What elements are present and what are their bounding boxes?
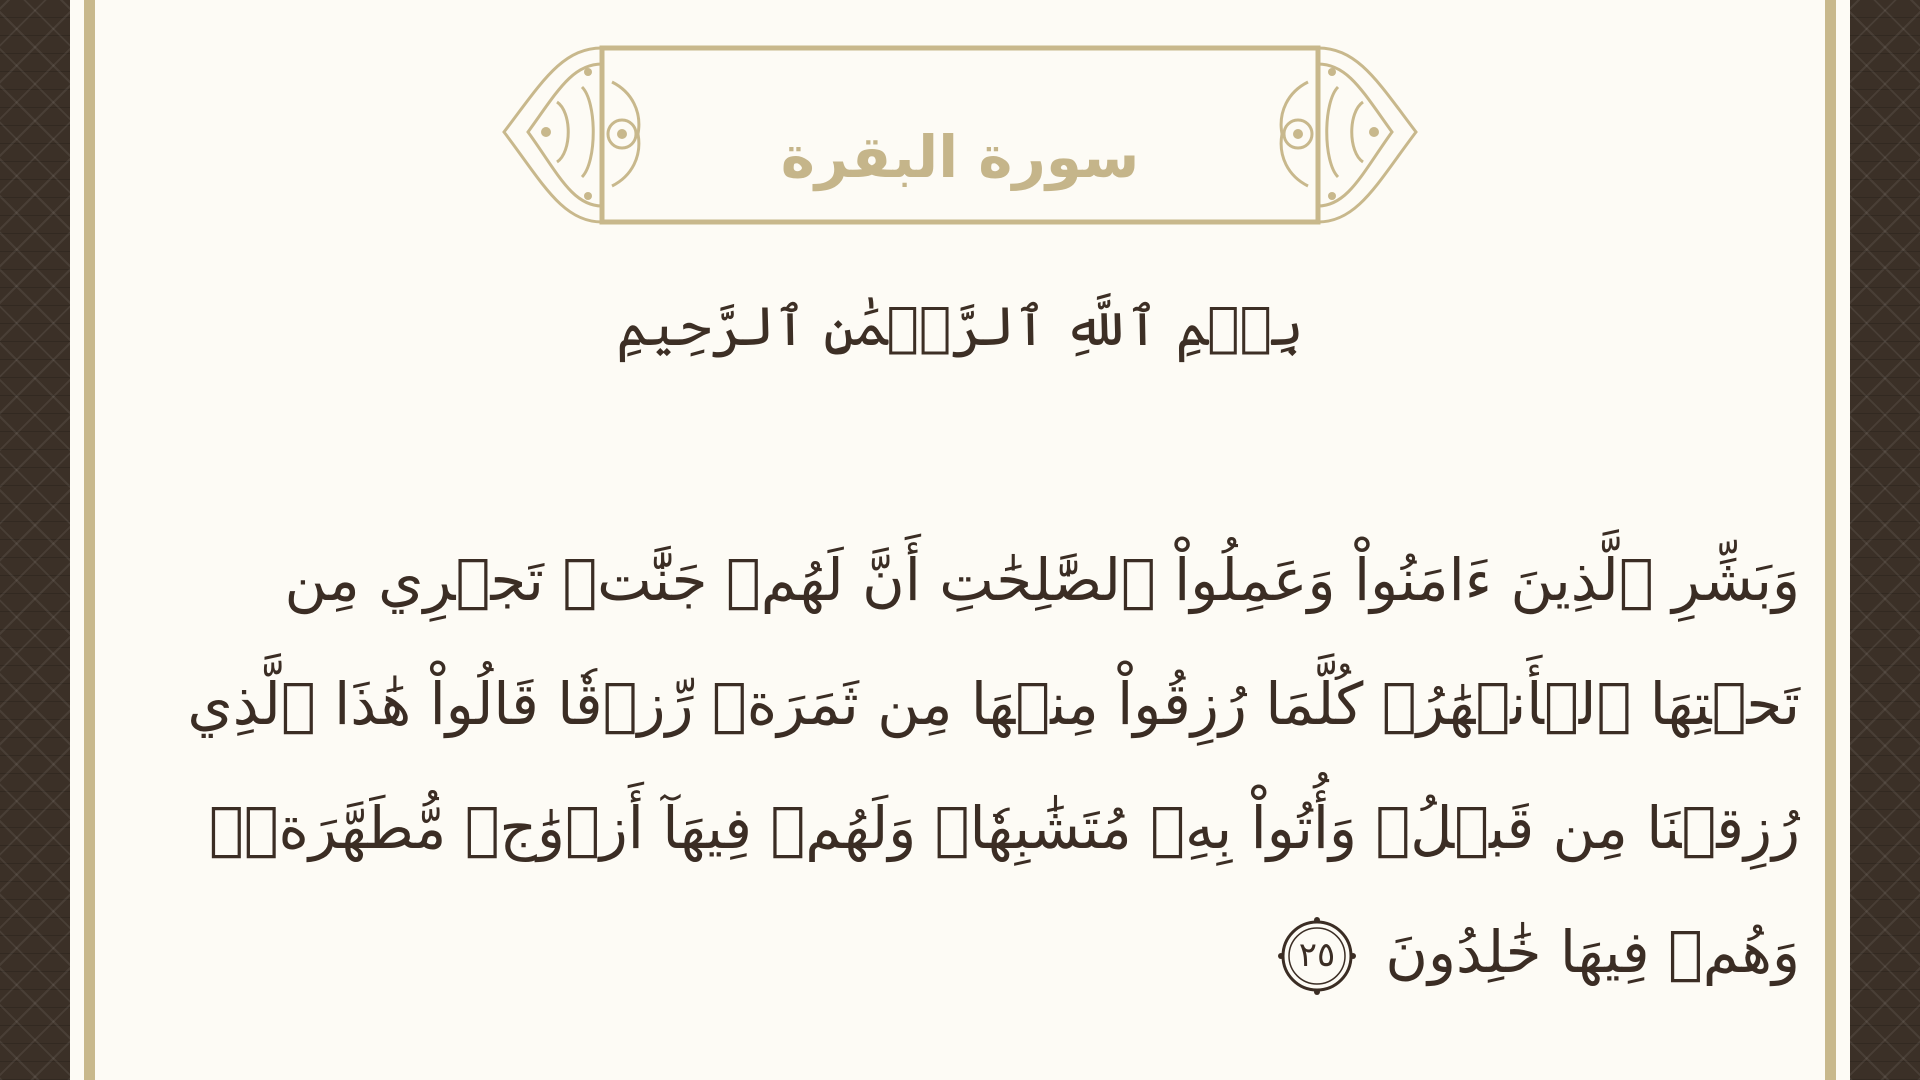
verse-text-block xyxy=(180,518,1800,1014)
verse-number: ٢٥ xyxy=(1298,934,1336,975)
surah-title: سورة البقرة xyxy=(780,123,1140,191)
right-pattern-border xyxy=(1850,0,1920,1080)
basmala: بِسۡمِ ٱللَّهِ ٱلرَّحۡمَٰنِ ٱلرَّحِيمِ xyxy=(616,295,1304,358)
left-gold-rule xyxy=(84,0,95,1080)
right-gold-rule xyxy=(1825,0,1836,1080)
left-pattern-border xyxy=(0,0,70,1080)
verse-end-marker xyxy=(1277,916,1357,996)
surah-header-frame xyxy=(502,42,1418,228)
verse-text: وَبَشِّرِ ٱلَّذِينَ ءَامَنُواْ وَعَمِلُواْ ٱلصَّٰلِحَٰتِ أَنَّ لَهُمۡ جَنَّٰتٖ تَجۡرِي مِن تَحۡتِهَا ٱلۡأَنۡهَٰرُۖ كُلَّمَا رُزِقُواْ مِنۡهَا مِن ثَمَرَةٖ رِّزۡقٗا قَالُواْ هَٰذَا ٱلَّذِي رُزِقۡنَا مِن قَبۡلُۖ وَأُتُواْ بِهِۦ مُتَشَٰبِهٗاۖ وَلَهُمۡ فِيهَآ أَزۡوَٰجٞ مُّطَهَّرَةٞۖ وَهُمۡ فِيهَا خَٰلِدُونَ xyxy=(187,546,1800,986)
